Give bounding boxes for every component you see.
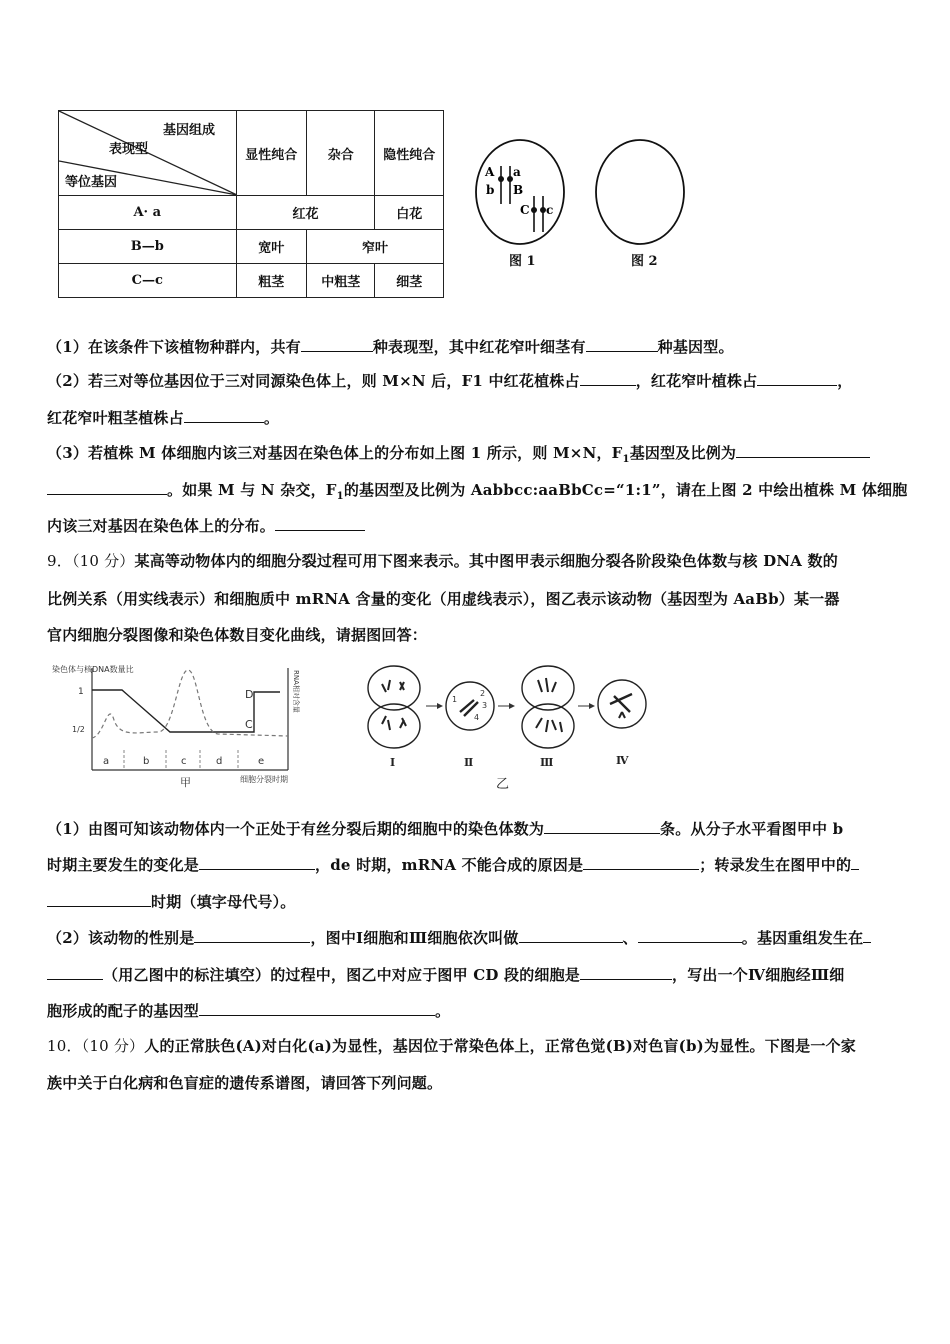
answer-blank[interactable] (580, 371, 636, 386)
x-axis-label: 细胞分裂时期 (240, 775, 288, 784)
answer-blank[interactable] (638, 928, 742, 943)
q8-part3-end: 内该三对基因在染色体上的分布。 (47, 515, 365, 536)
col-header-hetero: 杂合 (306, 111, 375, 196)
chart-jia (48, 660, 318, 790)
corner-mid-label: 表现型 (109, 142, 149, 157)
answer-blank[interactable] (275, 516, 365, 531)
svg-text:2: 2 (480, 689, 486, 698)
answer-blank[interactable] (757, 371, 837, 386)
q9-stem-2: 比例关系（用实线表示）和细胞质中 mRNA 含量的变化（用虚线表示），图乙表示该动物（基因型为 AaBb）某一器 (47, 590, 840, 608)
q9-part2-end: 胞形成的配子的基因型 。 (47, 1002, 451, 1020)
table-cell: 窄叶 (306, 230, 443, 264)
answer-blank[interactable] (47, 965, 103, 980)
q9-part1-end: 时期（填字母代号）。 (47, 891, 296, 912)
q10-stem-1: 10．（10 分）人的正常肤色(A)对白化(a)为显性，基因位于常染色体上，正常色觉(B)对色盲(b)为显性。下图是一个家 (47, 1037, 856, 1055)
q10-stem-2: 族中关于白化病和色盲症的遗传系谱图，请回答下列问题。 (47, 1074, 443, 1092)
q9-part1-cont: 时期主要发生的变化是 ，de 时期，mRNA 不能合成的原因是 ；转录发生在图甲中的 (47, 854, 859, 875)
row-gene-label: B—b (59, 230, 237, 264)
gene-A: A (485, 165, 495, 179)
col-header-dominant: 显性纯合 (236, 111, 306, 196)
col-header-recessive: 隐性纯合 (375, 111, 444, 196)
table-cell: 粗茎 (236, 264, 306, 298)
q9-part2: （2）该动物的性别是 ，图中Ⅰ细胞和Ⅲ细胞依次叫做 、 。基因重组发生在 (47, 927, 871, 948)
tick-1: 1 (78, 687, 84, 697)
q8-part1: （1）在该条件下该植物种群内，共有 种表现型，其中红花窄叶细茎有 种基因型。 (47, 338, 734, 356)
q9-stem-3: 官内细胞分裂图像和染色体数目变化曲线，请据图回答： (47, 626, 428, 644)
answer-blank[interactable] (544, 819, 660, 834)
table-cell: 宽叶 (236, 230, 306, 264)
gene-C: C (520, 203, 530, 217)
answer-blank[interactable] (301, 337, 373, 352)
phase-d: d (216, 756, 223, 767)
answer-blank[interactable] (184, 408, 264, 423)
answer-blank[interactable] (583, 855, 699, 870)
figure-2-cell (592, 136, 688, 248)
table-cell: 细茎 (375, 264, 444, 298)
row-gene-label: C—c (59, 264, 237, 298)
phase-c: c (181, 756, 187, 767)
cell-III-label: Ⅲ (540, 756, 554, 769)
answer-blank[interactable] (586, 337, 658, 352)
y-axis-left-label: 染色体与核DNA数量比 (52, 665, 134, 674)
gene-c: c (546, 203, 554, 217)
phase-b: b (143, 756, 150, 767)
figure-1-cell (472, 136, 572, 248)
answer-blank[interactable] (199, 855, 315, 870)
point-D-label: D (245, 688, 254, 701)
gene-b: b (486, 183, 495, 197)
q9-part2-cont: （用乙图中的标注填空）的过程中，图乙中对应于图甲 CD 段的细胞是 ，写出一个Ⅳ细胞经Ⅲ细 (47, 964, 845, 985)
table-cell: 白花 (375, 196, 444, 230)
svg-text:3: 3 (482, 701, 488, 710)
cell-IV-label: Ⅳ (616, 754, 629, 767)
q9-part1: （1）由图可知该动物体内一个正处于有丝分裂后期的细胞中的染色体数为 条。从分子水平看图甲中 b (47, 820, 844, 838)
svg-text:1: 1 (452, 695, 458, 704)
corner-top-label: 基因组成 (163, 123, 216, 138)
table-corner-header (59, 111, 237, 196)
table-cell: 红花 (236, 196, 375, 230)
answer-blank[interactable] (47, 892, 151, 907)
q8-part3: （3）若植株 M 体细胞内该三对基因在染色体上的分布如上图 1 所示，则 M×N，$F_1$基因型及比例为 (47, 442, 870, 465)
cell-I-label: Ⅰ (390, 756, 396, 769)
row-gene-label: A· a (59, 196, 237, 230)
figure-1-label: 图 1 (509, 254, 536, 269)
answer-blank[interactable] (851, 855, 859, 870)
q8-part3-cont: 。如果 M 与 N 杂交，$F_1$的基因型及比例为 Aabbcc:aaBbCc=“1:1”，请在上图 2 中绘出植株 M 体细胞 (47, 479, 907, 502)
trait-table (58, 110, 444, 298)
answer-blank[interactable] (519, 928, 623, 943)
figure-yi (360, 660, 660, 795)
cell-II-label: Ⅱ (464, 756, 474, 769)
q9-stem-1: 9．（10 分）某高等动物体内的细胞分裂过程可用下图来表示。其中图甲表示细胞分裂各阶段染色体数与核 DNA 数的 (47, 552, 838, 570)
svg-text:4: 4 (474, 713, 480, 722)
answer-blank[interactable] (199, 1001, 435, 1016)
answer-blank[interactable] (580, 965, 672, 980)
point-C-label: C (245, 718, 253, 731)
cell-I (368, 666, 420, 748)
gene-B: B (513, 183, 524, 197)
series-mrna-line (92, 670, 288, 738)
tick-half: 1/2 (72, 725, 85, 734)
q8-part2: （2）若三对等位基因位于三对同源染色体上，则 M×N 后，F1 中红花植株占 ，红花窄叶植株占 ， (47, 372, 853, 390)
corner-bottom-label: 等位基因 (65, 175, 118, 190)
answer-blank[interactable] (863, 928, 871, 943)
table-row (59, 230, 444, 264)
cell-IV (598, 680, 646, 728)
answer-blank[interactable] (194, 928, 310, 943)
table-row (59, 264, 444, 298)
answer-blank[interactable] (47, 480, 167, 495)
y-axis-right-label: RNA相对含量 (292, 670, 300, 713)
q8-part2-cont: 红花窄叶粗茎植株占 。 (47, 409, 280, 427)
chart-jia-title: 甲 (180, 776, 191, 789)
figure-yi-title: 乙 (496, 777, 510, 792)
figure-2-label: 图 2 (631, 254, 658, 269)
phase-a: a (103, 756, 110, 767)
table-cell: 中粗茎 (306, 264, 375, 298)
table-row (59, 196, 444, 230)
cell-II (446, 682, 494, 730)
answer-blank[interactable] (736, 443, 870, 458)
gene-a: a (513, 165, 521, 179)
cell-III (522, 666, 574, 748)
phase-e: e (258, 756, 265, 767)
